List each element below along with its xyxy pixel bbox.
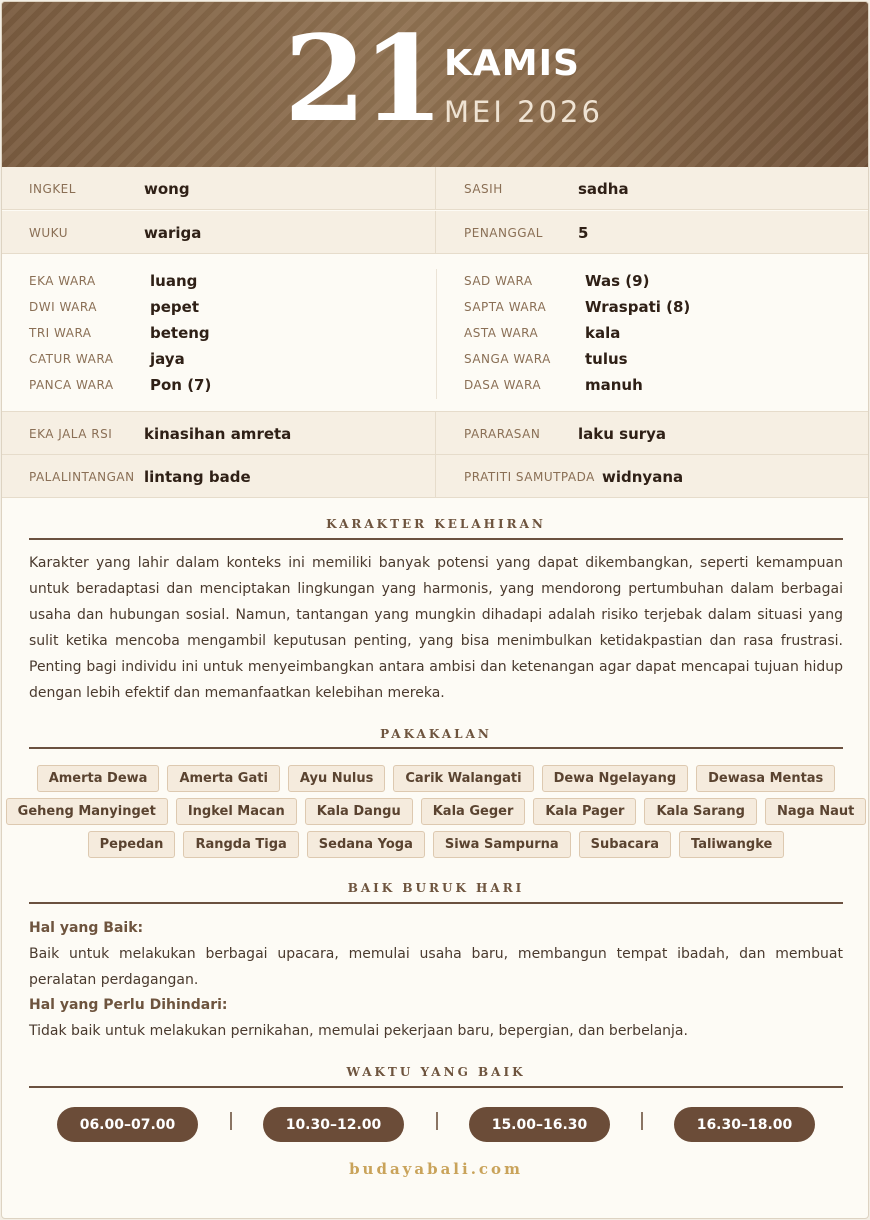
section-divider	[29, 902, 843, 904]
time-separator	[641, 1112, 643, 1130]
pakakalan-tag: Kala Sarang	[644, 798, 756, 825]
section-title-karakter: KARAKTER KELAHIRAN	[326, 517, 546, 531]
column-divider	[436, 269, 437, 399]
wara-value: pepet	[150, 298, 199, 316]
wara-value: luang	[150, 272, 198, 290]
pakakalan-tag: Amerta Gati	[167, 765, 279, 792]
pakakalan-tag: Ingkel Macan	[176, 798, 297, 825]
wara-value: kala	[585, 324, 621, 342]
wara-label: SAPTA WARA	[464, 300, 547, 314]
info-value: laku surya	[578, 424, 667, 443]
time-separator	[230, 1112, 232, 1130]
wara-value: Pon (7)	[150, 376, 212, 394]
wara-value: Was (9)	[585, 272, 650, 290]
section-divider	[29, 747, 843, 749]
wara-label: DASA WARA	[464, 378, 542, 392]
avoid-heading: Hal yang Perlu Dihindari:	[29, 997, 228, 1013]
info-value: sadha	[578, 179, 629, 198]
calendar-card	[1, 1, 869, 1219]
section-divider	[29, 538, 843, 540]
pakakalan-tag: Sedana Yoga	[307, 831, 425, 858]
time-slot: 06.00–07.00	[57, 1107, 198, 1142]
info-row-palalintangan	[2, 455, 869, 498]
wara-table	[2, 255, 869, 412]
info-value: widnyana	[602, 467, 684, 486]
info-label: EKA JALA RSI	[29, 426, 113, 441]
pakakalan-tag: Geheng Manyinget	[6, 798, 168, 825]
pakakalan-tag: Dewa Ngelayang	[542, 765, 689, 792]
info-cell	[436, 167, 869, 210]
info-label: PARARASAN	[464, 426, 541, 441]
info-row-wuku	[2, 211, 869, 254]
pakakalan-tag: Taliwangke	[679, 831, 784, 858]
time-slot: 16.30–18.00	[674, 1107, 815, 1142]
pakakalan-tag: Siwa Sampurna	[433, 831, 571, 858]
day-name: KAMIS	[444, 43, 580, 84]
time-separator	[436, 1112, 438, 1130]
pakakalan-tag: Carik Walangati	[393, 765, 533, 792]
info-value: wariga	[144, 223, 202, 242]
date-header	[2, 2, 869, 167]
info-row-eka-jala-rsi	[2, 412, 869, 455]
info-label: PALALINTANGAN	[29, 469, 135, 484]
wara-value: tulus	[585, 350, 628, 368]
info-label: INGKEL	[29, 181, 76, 196]
avoid-text: Tidak baik untuk melakukan pernikahan, memulai pekerjaan baru, bepergian, dan berbelanja.	[29, 1023, 688, 1039]
section-title-baik-buruk: BAIK BURUK HARI	[347, 881, 525, 895]
info-label: SASIH	[464, 181, 503, 196]
wara-value: beteng	[150, 324, 210, 342]
info-cell	[436, 211, 869, 254]
pakakalan-tag: Rangda Tiga	[183, 831, 298, 858]
footer-site-name: budayabali.com	[349, 1160, 523, 1178]
wara-label: SAD WARA	[464, 274, 533, 288]
info-label: WUKU	[29, 225, 68, 240]
info-value: kinasihan amreta	[144, 424, 292, 443]
section-title-pakakalan: PAKAKALAN	[380, 727, 492, 741]
tag-row	[2, 798, 869, 825]
wara-label: ASTA WARA	[464, 326, 539, 340]
info-value: lintang bade	[144, 467, 251, 486]
info-cell	[2, 455, 436, 498]
pakakalan-tag: Kala Dangu	[305, 798, 413, 825]
info-row-ingkel	[2, 167, 869, 210]
wara-value: manuh	[585, 376, 643, 394]
wara-value: jaya	[150, 350, 185, 368]
day-number: 21	[284, 9, 441, 148]
wara-label: SANGA WARA	[464, 352, 551, 366]
info-cell	[2, 412, 436, 455]
pakakalan-tag: Subacara	[579, 831, 671, 858]
month-year: MEI 2026	[444, 95, 603, 129]
wara-label: DWI WARA	[29, 300, 97, 314]
pakakalan-tag: Ayu Nulus	[288, 765, 385, 792]
info-value: wong	[144, 179, 190, 198]
wara-value: Wraspati (8)	[585, 298, 691, 316]
info-label: PENANGGAL	[464, 225, 543, 240]
section-divider	[29, 1086, 843, 1088]
tag-row	[2, 765, 869, 792]
wara-label: CATUR WARA	[29, 352, 114, 366]
good-heading: Hal yang Baik:	[29, 920, 144, 936]
info-label: PRATITI SAMUTPADA	[464, 469, 595, 484]
pakakalan-tag: Dewasa Mentas	[696, 765, 835, 792]
wara-label: EKA WARA	[29, 274, 96, 288]
tag-row	[2, 831, 869, 858]
info-cell	[2, 167, 436, 210]
wara-label: PANCA WARA	[29, 378, 114, 392]
good-text: Baik untuk melakukan berbagai upacara, memulai usaha baru, membangun tempat ibadah, dan membuat peralatan perdagangan.	[29, 946, 843, 988]
info-cell	[2, 211, 436, 254]
info-cell	[436, 412, 869, 455]
wara-label: TRI WARA	[29, 326, 92, 340]
info-value: 5	[578, 223, 589, 242]
pakakalan-tag: Amerta Dewa	[37, 765, 160, 792]
pakakalan-tag: Naga Naut	[765, 798, 866, 825]
pakakalan-tag: Pepedan	[88, 831, 176, 858]
pakakalan-tag: Kala Pager	[533, 798, 636, 825]
time-slot: 10.30–12.00	[263, 1107, 404, 1142]
section-title-waktu: WAKTU YANG BAIK	[346, 1065, 526, 1079]
pakakalan-tag: Kala Geger	[421, 798, 526, 825]
info-cell	[436, 455, 869, 498]
karakter-text: Karakter yang lahir dalam konteks ini memiliki banyak potensi yang dapat dikembangkan, seperti kemampuan untuk beradaptasi dan menciptakan lingkungan yang harmonis, yang mendorong pertumbuhan dalam berbagai usaha dan hubungan sosial. Namun, tantangan yang mungkin dihadapi adalah risiko terjebak dalam situasi yang sulit ketika mencoba mengambil keputusan penting, yang bisa menimbulkan ketidakpastian dan rasa frustrasi. Penting bagi individu ini untuk menyeimbangkan antara ambisi dan ketenangan agar dapat mencapai tujuan hidup dengan lebih efektif dan memanfaatkan kelebihan mereka.	[29, 555, 843, 701]
time-slot: 15.00–16.30	[469, 1107, 610, 1142]
